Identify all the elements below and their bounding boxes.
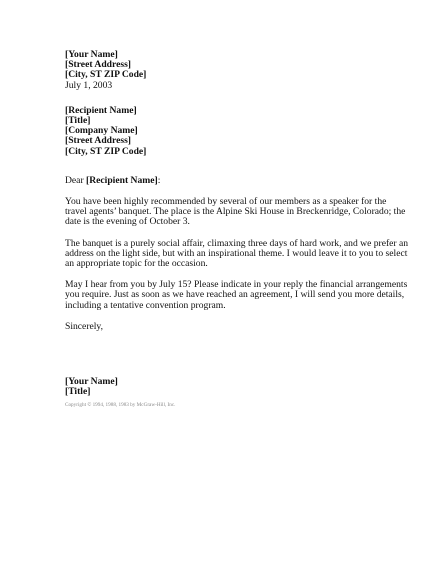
sender-street[interactable]: [Street Address] xyxy=(65,59,131,71)
paragraph-line: You have been highly recommended by several of our members as a speaker for the xyxy=(65,196,387,208)
paragraph-line: travel agents’ banquet. The place is the Alpine Ski House in Breckenridge, Colorado; the xyxy=(65,206,406,218)
paragraph-line: The banquet is a purely social affair, climaxing three days of hard work, and we prefer an xyxy=(65,237,409,249)
recipient-address-block xyxy=(65,106,405,157)
paragraph-line: May I hear from you by July 15? Please indicate in your reply the financial arrangements xyxy=(65,279,408,291)
closing-text: Sincerely, xyxy=(65,320,104,332)
copyright-notice: Copyright © 1994, 1988, 1983 by McGraw-Hill, Inc. xyxy=(65,402,176,409)
paragraph-line: date is the evening of October 3. xyxy=(65,216,190,228)
paragraph-line: an appropriate topic for the occasion. xyxy=(65,258,208,270)
greeting-recipient-name[interactable]: [Recipient Name] xyxy=(86,174,158,186)
sender-address-block xyxy=(65,50,405,91)
letter-body xyxy=(65,49,409,409)
greeting-punctuation: : xyxy=(157,174,161,186)
body-paragraph-3 xyxy=(65,279,408,311)
paragraph-line: you require. Just as soon as we have reached an agreement, I will send you more details, xyxy=(65,289,405,301)
greeting xyxy=(65,176,405,186)
signature-block xyxy=(65,377,405,397)
recipient-company[interactable]: [Company Name] xyxy=(65,125,138,137)
body-paragraph-1 xyxy=(65,197,405,228)
paragraph-line: including a tentative convention program. xyxy=(65,299,226,311)
body-paragraph-2 xyxy=(65,237,409,270)
sender-name[interactable]: [Your Name] xyxy=(65,49,118,60)
recipient-city[interactable]: [City, ST ZIP Code] xyxy=(65,145,147,157)
sender-city[interactable]: [City, ST ZIP Code] xyxy=(65,69,147,81)
signature-title[interactable]: [Title] xyxy=(65,386,91,398)
greeting-salutation: Dear xyxy=(65,174,87,186)
paragraph-line: address on the light side, but with an inspirational theme. I would leave it to you to select xyxy=(65,247,408,259)
letter-date: July 1, 2003 xyxy=(65,79,113,91)
closing xyxy=(65,322,405,332)
signature-name[interactable]: [Your Name] xyxy=(65,376,118,388)
recipient-name[interactable]: [Recipient Name] xyxy=(65,104,137,116)
recipient-title[interactable]: [Title] xyxy=(65,115,91,127)
recipient-street[interactable]: [Street Address] xyxy=(65,135,131,147)
